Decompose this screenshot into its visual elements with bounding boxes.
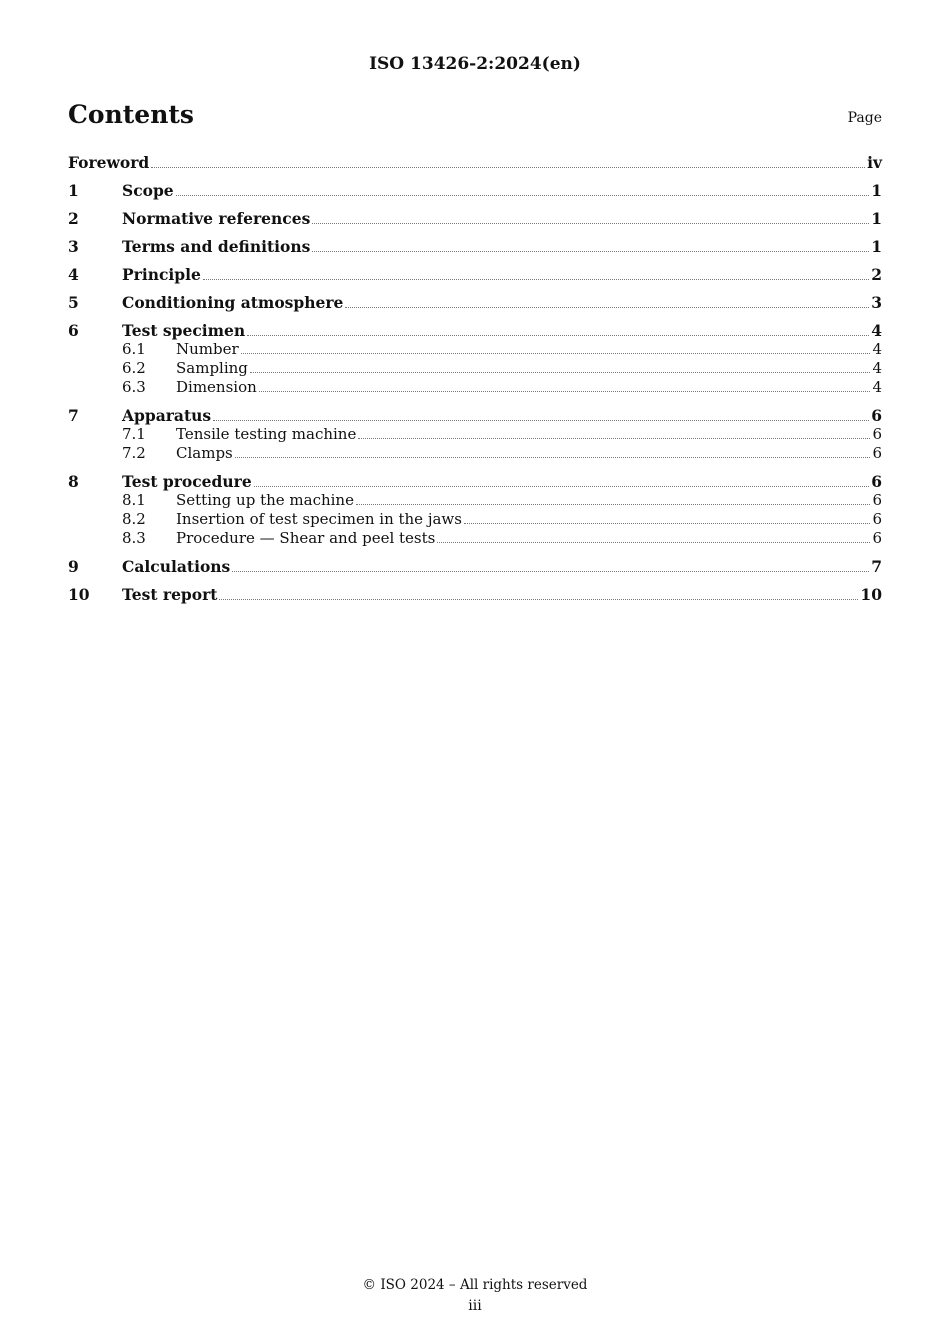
dot-leader (176, 194, 870, 196)
dot-leader (219, 598, 858, 600)
dot-leader (254, 485, 870, 487)
toc-entry-number: 2 (68, 209, 79, 228)
toc-entry-page: iv (867, 153, 882, 172)
toc-entry-page: 2 (871, 265, 882, 284)
toc-entry[interactable] (68, 181, 882, 200)
toc-entry-page: 1 (871, 237, 882, 256)
dot-leader (356, 503, 870, 505)
toc-entry-number: 10 (68, 585, 90, 604)
toc-entry-number: 1 (68, 181, 79, 200)
dot-leader (203, 278, 869, 280)
toc-entry-page: 6 (871, 406, 882, 425)
toc-entry-title: Clamps (176, 444, 233, 462)
toc-entry-title: Foreword (68, 153, 150, 172)
toc-entry-title: Calculations (122, 557, 231, 576)
toc-entry-number: 4 (68, 265, 79, 284)
toc-entry[interactable] (68, 209, 882, 228)
toc-entry[interactable] (68, 293, 882, 312)
toc-subentry[interactable] (68, 529, 882, 548)
toc-subentry[interactable] (68, 359, 882, 378)
toc-entry-title: Tensile testing machine (176, 425, 357, 443)
toc-entry-title: Procedure — Shear and peel tests (176, 529, 436, 547)
toc-subentry[interactable] (68, 340, 882, 359)
dot-leader (312, 250, 869, 252)
toc-entry-number: 3 (68, 237, 79, 256)
toc-entry-page: 6 (872, 491, 882, 509)
table-of-contents (68, 153, 882, 604)
toc-entry-page: 1 (871, 209, 882, 228)
toc-subentry[interactable] (68, 444, 882, 463)
toc-entry[interactable] (68, 557, 882, 576)
toc-entry-number: 7 (68, 406, 79, 425)
toc-entry-title: Principle (122, 265, 201, 284)
toc-entry-title: Dimension (176, 378, 257, 396)
toc-subentry[interactable] (68, 425, 882, 444)
page-number: iii (468, 1298, 482, 1314)
toc-entry-number: 7.2 (122, 444, 146, 462)
toc-entry-page: 6 (872, 529, 882, 547)
toc-entry-page: 6 (872, 444, 882, 462)
toc-entry-page: 4 (872, 340, 882, 358)
toc-entry[interactable] (68, 237, 882, 256)
dot-leader (464, 522, 870, 524)
copyright-notice: © ISO 2024 – All rights reserved (362, 1277, 588, 1293)
dot-leader (437, 541, 870, 543)
toc-entry-page: 4 (872, 378, 882, 396)
dot-leader (241, 352, 871, 354)
toc-entry-number: 9 (68, 557, 79, 576)
toc-entry-title: Conditioning atmosphere (122, 293, 344, 312)
toc-entry-page: 7 (871, 557, 882, 576)
toc-entry-title: Normative references (122, 209, 311, 228)
toc-entry-page: 6 (871, 472, 882, 491)
dot-leader (232, 570, 869, 572)
toc-entry-title: Number (176, 340, 239, 358)
dot-leader (250, 371, 871, 373)
toc-subentry[interactable] (68, 510, 882, 529)
toc-entry[interactable] (68, 472, 882, 491)
toc-entry-number: 8.2 (122, 510, 146, 528)
toc-entry-title: Scope (122, 181, 174, 200)
toc-entry-title: Test report (122, 585, 218, 604)
toc-entry[interactable] (68, 585, 882, 604)
toc-entry-page: 4 (872, 359, 882, 377)
toc-entry[interactable] (68, 153, 882, 172)
toc-subentry[interactable] (68, 491, 882, 510)
toc-entry-title: Setting up the machine (176, 491, 354, 509)
toc-entry-number: 6 (68, 321, 79, 340)
dot-leader (213, 419, 869, 421)
toc-entry-number: 6.1 (122, 340, 146, 358)
toc-entry-number: 8 (68, 472, 79, 491)
toc-entry-number: 8.3 (122, 529, 146, 547)
toc-entry-page: 4 (871, 321, 882, 340)
toc-entry-number: 5 (68, 293, 79, 312)
toc-entry-page: 6 (872, 425, 882, 443)
toc-entry-page: 6 (872, 510, 882, 528)
dot-leader (312, 222, 869, 224)
dot-leader (259, 390, 871, 392)
dot-leader (247, 334, 869, 336)
dot-leader (345, 306, 869, 308)
toc-entry-number: 6.2 (122, 359, 146, 377)
toc-entry-page: 1 (871, 181, 882, 200)
toc-entry-title: Test procedure (122, 472, 252, 491)
toc-entry-title: Insertion of test specimen in the jaws (176, 510, 462, 528)
toc-entry-number: 8.1 (122, 491, 146, 509)
toc-entry-title: Terms and definitions (122, 237, 311, 256)
toc-entry-page: 3 (871, 293, 882, 312)
toc-entry-page: 10 (860, 585, 882, 604)
toc-entry[interactable] (68, 406, 882, 425)
toc-subentry[interactable] (68, 378, 882, 397)
toc-entry[interactable] (68, 321, 882, 340)
contents-heading: Contents (68, 100, 195, 129)
toc-entry-number: 6.3 (122, 378, 146, 396)
toc-entry-title: Sampling (176, 359, 248, 377)
dot-leader (151, 166, 865, 168)
toc-entry-number: 7.1 (122, 425, 146, 443)
document-id-header: ISO 13426-2:2024(en) (369, 54, 581, 74)
toc-entry-title: Test specimen (122, 321, 246, 340)
toc-entry[interactable] (68, 265, 882, 284)
page-column-label: Page (847, 110, 882, 126)
dot-leader (358, 437, 870, 439)
toc-entry-title: Apparatus (122, 406, 212, 425)
dot-leader (235, 456, 871, 458)
